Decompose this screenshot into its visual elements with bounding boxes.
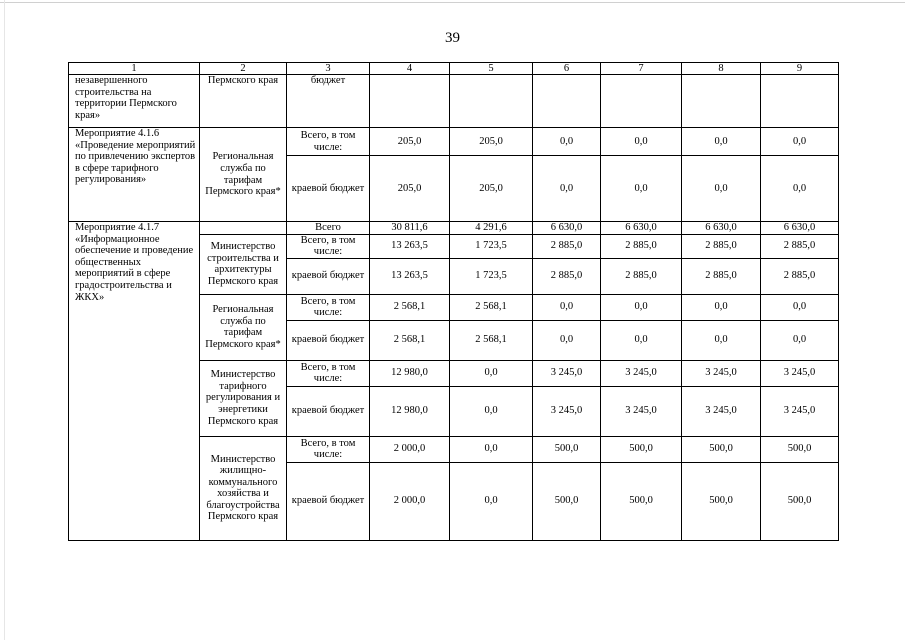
value-cell: 0,0 [682,128,761,156]
value-cell: 2 885,0 [533,258,601,294]
value-cell: 1 723,5 [450,258,533,294]
value-cell: 500,0 [761,436,839,462]
value-cell: 2 568,1 [450,294,533,320]
value-cell: 3 245,0 [601,386,682,436]
measure-cell: Мероприятие 4.1.6 «Проведение мероприятий по привлечению экспертов в сфере тарифного регулирования» [69,128,200,222]
scan-edge-left [4,0,5,640]
value-cell: 13 263,5 [370,234,450,258]
value-cell: 500,0 [682,436,761,462]
value-cell: 2 568,1 [370,320,450,360]
value-cell: 3 245,0 [533,360,601,386]
executor-cell: Региональная служба по тарифам Пермского края* [200,128,287,222]
value-cell: 0,0 [761,294,839,320]
value-cell: 500,0 [533,436,601,462]
source-cell: Всего [287,222,370,235]
value-cell: 12 980,0 [370,360,450,386]
value-cell [682,75,761,128]
measure-cell: незавершенного строительства на территории Пермского края» [69,75,200,128]
value-cell: 3 245,0 [682,360,761,386]
value-cell: 0,0 [682,294,761,320]
value-cell: 0,0 [601,294,682,320]
source-cell: краевой бюджет [287,258,370,294]
value-cell: 0,0 [761,320,839,360]
executor-cell: Пермского края [200,75,287,128]
header-cell: 9 [761,63,839,75]
value-cell: 0,0 [533,320,601,360]
table-row [69,128,839,156]
header-cell: 4 [370,63,450,75]
value-cell: 6 630,0 [601,222,682,235]
executor-cell: Региональная служба по тарифам Пермского края* [200,294,287,360]
value-cell: 2 000,0 [370,462,450,540]
value-cell: 0,0 [761,156,839,222]
value-cell: 0,0 [682,156,761,222]
value-cell: 2 885,0 [761,234,839,258]
value-cell: 0,0 [533,156,601,222]
value-cell [601,75,682,128]
value-cell: 0,0 [761,128,839,156]
source-cell: Всего, в том числе: [287,128,370,156]
value-cell: 6 630,0 [533,222,601,235]
measure-cell: Мероприятие 4.1.7 «Информационное обеспечение и проведение общественных мероприятий в сфере градостроительства и ЖКХ» [69,222,200,541]
value-cell: 205,0 [370,128,450,156]
value-cell: 0,0 [533,128,601,156]
value-cell: 3 245,0 [682,386,761,436]
source-cell: краевой бюджет [287,156,370,222]
scan-edge-top [0,2,905,3]
value-cell: 500,0 [761,462,839,540]
value-cell: 2 885,0 [682,258,761,294]
value-cell: 6 630,0 [682,222,761,235]
value-cell: 2 885,0 [682,234,761,258]
value-cell: 205,0 [450,128,533,156]
value-cell: 500,0 [601,436,682,462]
value-cell [533,75,601,128]
header-cell: 3 [287,63,370,75]
source-cell: краевой бюджет [287,386,370,436]
value-cell: 1 723,5 [450,234,533,258]
value-cell: 500,0 [601,462,682,540]
value-cell: 0,0 [533,294,601,320]
source-cell: Всего, в том числе: [287,294,370,320]
value-cell [450,75,533,128]
value-cell: 500,0 [533,462,601,540]
value-cell: 0,0 [601,320,682,360]
header-cell: 5 [450,63,533,75]
value-cell: 0,0 [450,462,533,540]
header-cell: 8 [682,63,761,75]
value-cell: 0,0 [450,360,533,386]
executor-cell: Министерство тарифного регулирования и энергетики Пермского края [200,360,287,436]
source-cell: бюджет [287,75,370,128]
source-cell: краевой бюджет [287,462,370,540]
header-cell: 1 [69,63,200,75]
executor-cell [200,222,287,235]
value-cell: 205,0 [450,156,533,222]
value-cell: 2 885,0 [533,234,601,258]
value-cell [370,75,450,128]
source-cell: Всего, в том числе: [287,436,370,462]
value-cell: 2 885,0 [601,258,682,294]
value-cell: 0,0 [601,128,682,156]
source-cell: Всего, в том числе: [287,234,370,258]
value-cell [761,75,839,128]
value-cell: 3 245,0 [761,386,839,436]
value-cell: 2 568,1 [450,320,533,360]
value-cell: 0,0 [682,320,761,360]
value-cell: 30 811,6 [370,222,450,235]
value-cell: 0,0 [601,156,682,222]
source-cell: краевой бюджет [287,320,370,360]
header-cell: 2 [200,63,287,75]
page-number: 39 [445,30,460,46]
executor-cell: Министерство строительства и архитектуры Пермского края [200,234,287,294]
value-cell: 4 291,6 [450,222,533,235]
source-cell: Всего, в том числе: [287,360,370,386]
value-cell: 500,0 [682,462,761,540]
value-cell: 2 885,0 [761,258,839,294]
header-cell: 7 [601,63,682,75]
value-cell: 2 568,1 [370,294,450,320]
table-row [69,75,839,128]
executor-cell: Министерство жилищно-коммунального хозяйства и благоустройства Пермского края [200,436,287,540]
value-cell: 205,0 [370,156,450,222]
header-cell: 6 [533,63,601,75]
value-cell: 13 263,5 [370,258,450,294]
header-row [69,63,839,75]
value-cell: 6 630,0 [761,222,839,235]
value-cell: 12 980,0 [370,386,450,436]
value-cell: 3 245,0 [601,360,682,386]
table-row [69,222,839,235]
value-cell: 2 000,0 [370,436,450,462]
budget-table [68,62,839,541]
value-cell: 2 885,0 [601,234,682,258]
value-cell: 0,0 [450,386,533,436]
value-cell: 3 245,0 [533,386,601,436]
value-cell: 0,0 [450,436,533,462]
value-cell: 3 245,0 [761,360,839,386]
